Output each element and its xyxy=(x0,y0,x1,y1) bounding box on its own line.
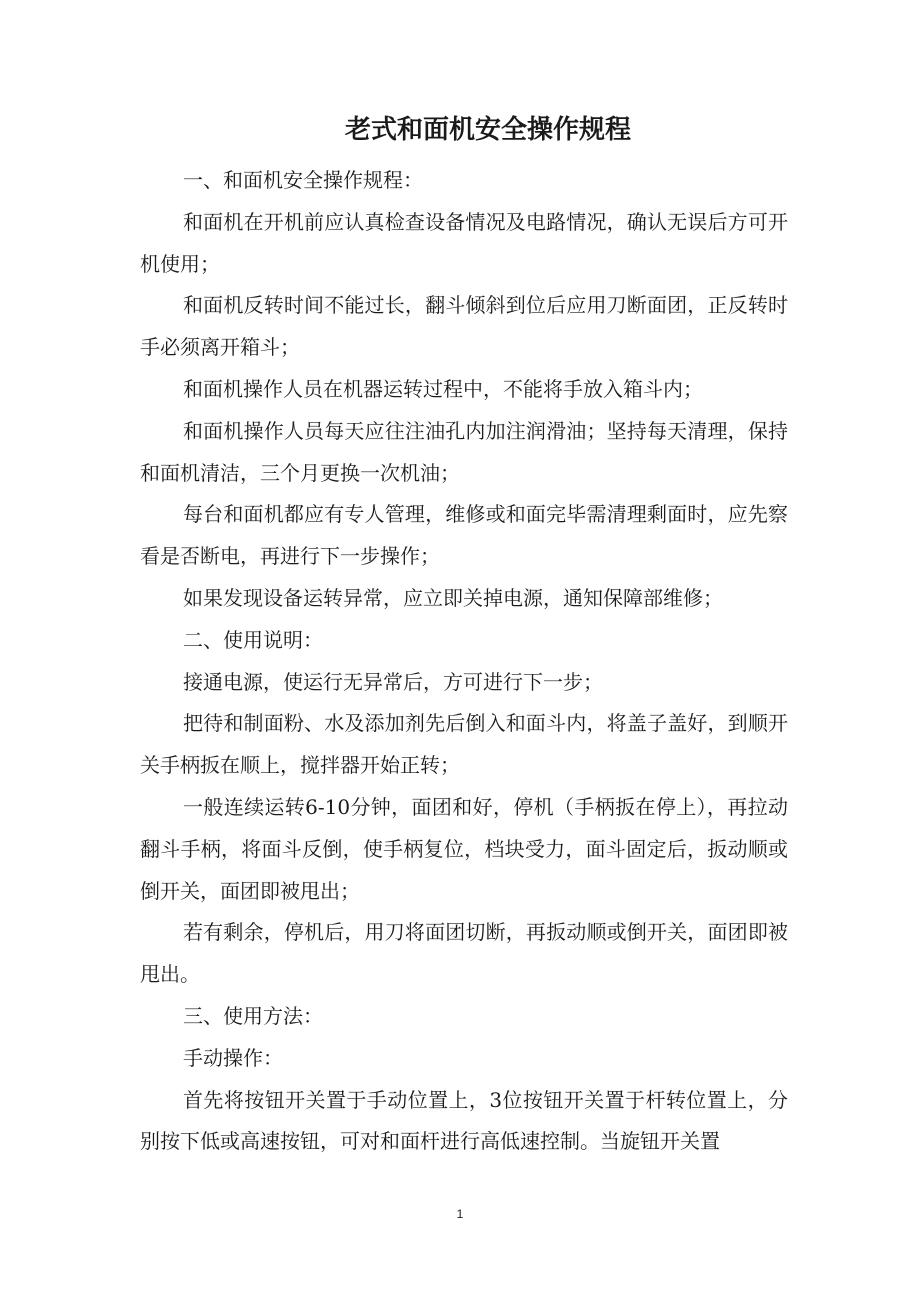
document-body xyxy=(140,160,788,1163)
paragraph: 接通电源，使运行无异常后，方可进行下一步； xyxy=(183,669,603,694)
sub-heading: 手动操作： xyxy=(183,1045,283,1070)
paragraph: 和面机操作人员在机器运转过程中，不能将手放入箱斗内； xyxy=(183,376,703,401)
paragraph: 把待和制面粉、水及添加剂先后倒入和面斗内，将盖子盖好，到顺开关手柄扳在顺上，搅拌器开始正转； xyxy=(140,711,788,778)
paragraph: 如果发现设备运转异常，应立即关掉电源，通知保障部维修； xyxy=(183,585,723,610)
document-title: 老式和面机安全操作规程 xyxy=(344,115,631,145)
section-heading-3: 三、使用方法： xyxy=(183,1003,323,1028)
paragraph: 和面机操作人员每天应往注油孔内加注润滑油；坚持每天清理，保持和面机清洁，三个月更换一次机油； xyxy=(140,418,788,485)
paragraph: 首先将按钮开关置于手动位置上，3位按钮开关置于杆转位置上，分别按下低或高速按钮，可对和面杆进行高低速控制。当旋钮开关置 xyxy=(140,1087,788,1154)
paragraph: 若有剩余，停机后，用刀将面团切断，再扳动顺或倒开关，面团即被甩出。 xyxy=(140,920,788,987)
page-number: 1 xyxy=(456,1207,464,1221)
paragraph: 和面机反转时间不能过长，翻斗倾斜到位后应用刀断面团，正反转时手必须离开箱斗； xyxy=(140,293,788,360)
section-heading-1: 一、和面机安全操作规程： xyxy=(183,168,423,192)
section-heading-2: 二、使用说明： xyxy=(183,627,323,652)
paragraph: 和面机在开机前应认真检查设备情况及电路情况，确认无误后方可开机使用； xyxy=(140,209,788,276)
paragraph: 一般连续运转6-10分钟，面团和好，停机（手柄扳在停上），再拉动翻斗手柄，将面斗反倒，使手柄复位，档块受力，面斗固定后，扳动顺或倒开关，面团即被甩出； xyxy=(140,794,788,903)
paragraph: 每台和面机都应有专人管理，维修或和面完毕需清理剩面时，应先察看是否断电，再进行下一步操作； xyxy=(140,502,788,569)
